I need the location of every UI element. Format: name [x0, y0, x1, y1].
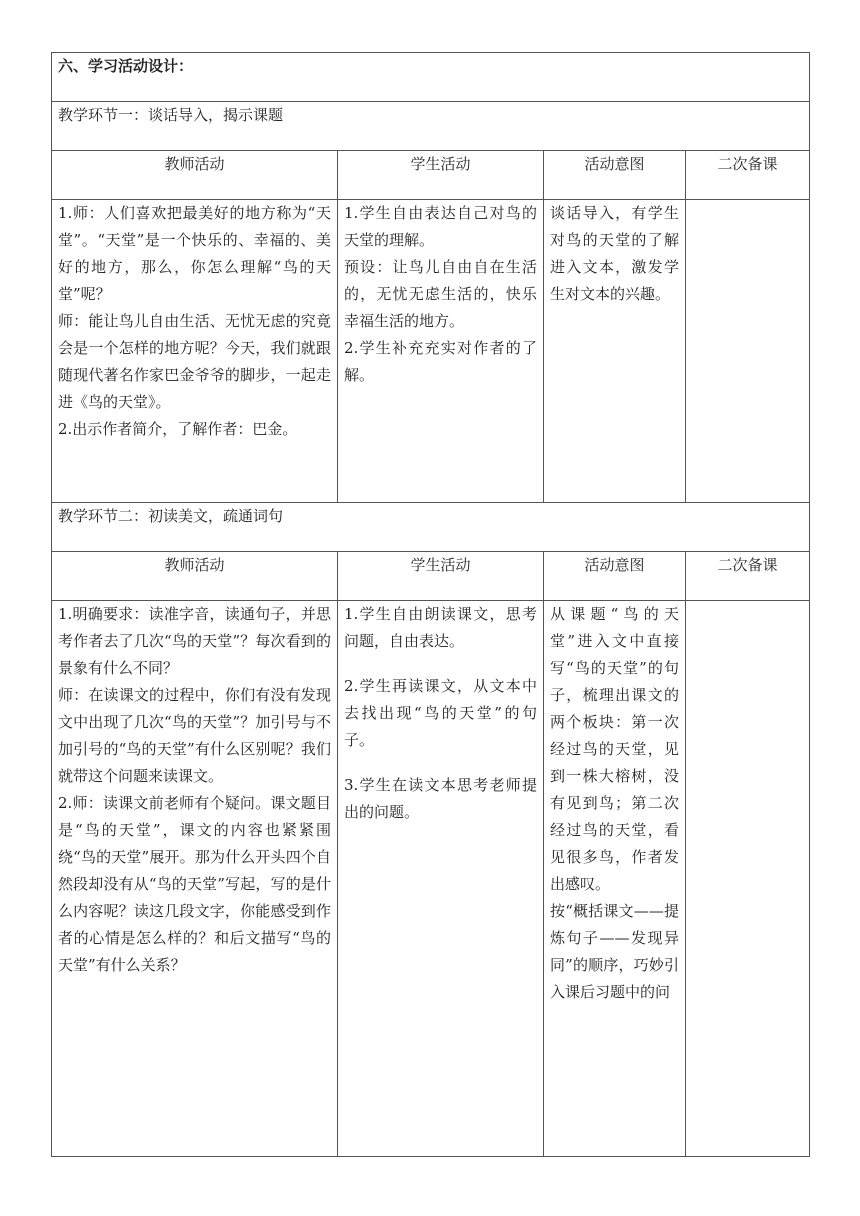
header-student-activity: 学生活动: [338, 552, 544, 601]
segment2-header-row: [52, 552, 810, 601]
segment2-teacher-item: 1.明确要求：读准字音，读通句子，并思考作者去了几次“鸟的天堂”？每次看到的景象有什么不同？: [58, 605, 331, 677]
section-title-row: [52, 53, 810, 102]
lesson-design-table: [51, 52, 810, 1157]
header-second-prep: 二次备课: [686, 552, 810, 601]
segment1-title-row: [52, 102, 810, 151]
header-student-activity: 学生活动: [338, 151, 544, 200]
segment2-intent-item: 按“概括课文——提炼句子——发现异同”的顺序，巧妙引入课后习题中的问: [550, 902, 679, 1001]
header-teacher-activity: 教师活动: [52, 151, 338, 200]
segment2-student-item: 1.学生自由朗读课文，思考问题，自由表达。: [344, 605, 537, 650]
segment2-intent-item: 从课题“鸟的天堂”进入文中直接写“鸟的天堂”的句子，梳理出课文的两个板块：第一次经过鸟的天堂，见到一株大榕树，没有见到鸟；第二次经过鸟的天堂，看见很多鸟，作者发出感叹。: [550, 605, 679, 893]
segment1-student-item: 1.学生自由表达自己对鸟的天堂的理解。: [344, 204, 537, 249]
segment1-student-cell: [338, 200, 544, 503]
section-title: 六、学习活动设计：: [52, 53, 810, 102]
segment2-teacher-item: 2.师：读课文前老师有个疑问。课文题目是“鸟的天堂”，课文的内容也紧紧围绕“鸟的天堂”展开。那为什么开头四个自然段却没有从“鸟的天堂”写起，写的是什么内容呢？读这几段文字，你能感受到作者的心情是怎么样的？和后文描写“鸟的天堂”有什么关系？: [58, 794, 331, 974]
segment2-student-item: 3.学生在读文本思考老师提出的问题。: [344, 776, 537, 821]
segment1-header-row: [52, 151, 810, 200]
header-activity-intent: 活动意图: [544, 552, 686, 601]
header-activity-intent: 活动意图: [544, 151, 686, 200]
segment1-teacher-item: 1.师：人们喜欢把最美好的地方称为“天堂”。“天堂”是一个快乐的、幸福的、美好的地方，那么，你怎么理解“鸟的天堂”呢？: [58, 204, 331, 303]
segment2-content-row: [52, 601, 810, 1157]
segment2-intent-cell: [544, 601, 686, 1157]
segment1-teacher-item: 2.出示作者简介，了解作者：巴金。: [58, 420, 298, 438]
segment1-teacher-item: 师：能让鸟儿自由生活、无忧无虑的究竟会是一个怎样的地方呢？今天，我们就跟随现代著名作家巴金爷爷的脚步，一起走进《鸟的天堂》。: [58, 312, 331, 411]
segment2-prep-cell: [686, 601, 810, 1157]
segment1-student-item: 2.学生补充充实对作者的了解。: [344, 339, 537, 384]
segment2-teacher-cell: [52, 601, 338, 1157]
segment2-student-item: 2.学生再读课文，从文本中去找出现“鸟的天堂”的句子。: [344, 677, 537, 749]
segment1-title: 教学环节一：谈话导入，揭示课题: [52, 102, 810, 151]
segment2-title: 教学环节二：初读美文，疏通词句: [52, 503, 810, 552]
spacer: [344, 754, 537, 772]
segment2-teacher-item: 师：在读课文的过程中，你们有没有发现文中出现了几次“鸟的天堂”？加引号与不加引号的“鸟的天堂”有什么区别呢？我们就带这个问题来读课文。: [58, 686, 331, 785]
segment1-student-item: 预设：让鸟儿自由自在生活的，无忧无虑生活的，快乐幸福生活的地方。: [344, 258, 537, 330]
segment1-intent-text: 谈话导入，有学生对鸟的天堂的了解进入文本，激发学生对文本的兴趣。: [550, 204, 679, 303]
segment2-title-row: [52, 503, 810, 552]
segment1-content-row: [52, 200, 810, 503]
segment1-prep-cell: [686, 200, 810, 503]
spacer: [344, 655, 537, 673]
header-second-prep: 二次备课: [686, 151, 810, 200]
header-teacher-activity: 教师活动: [52, 552, 338, 601]
segment1-teacher-cell: [52, 200, 338, 503]
segment2-student-cell: [338, 601, 544, 1157]
segment1-intent-cell: [544, 200, 686, 503]
